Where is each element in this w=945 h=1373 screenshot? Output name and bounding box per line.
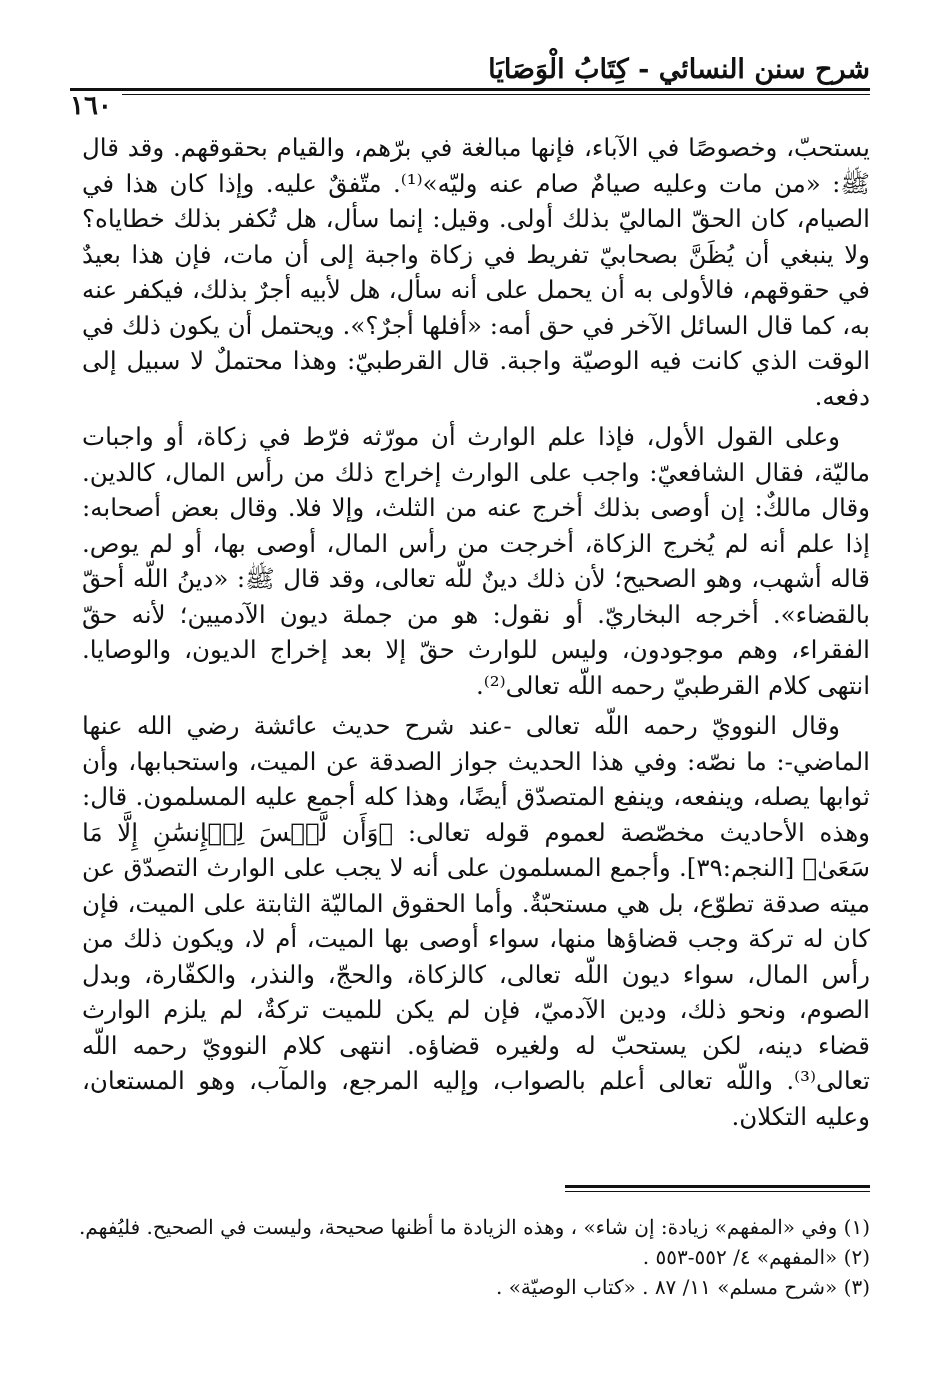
paragraph: وعلى القول الأول، فإذا علم الوارث أن مورّثه فرّط في زكاة، أو واجبات ماليّة، فقال الشافعيّ: واجب على الوارث إخراج ذلك من رأس المال، كالدين. وقال مالكٌ: إن أوصى بذلك أخرج عنه من الثلث، وإلا فلا. وقال بعض أصحابه: إذا علم أنه لم يُخرج الزكاة، أخرجت من رأس المال، أوصى بها، أو لم يوص. قاله أشهب، وهو الصحيح؛ لأن ذلك دينٌ للّه تعالى، وقد قال ﷺ: «دينُ اللّه أحقّ بالقضاء». أخرجه البخاريّ. أو نقول: هو من جملة ديون الآدميين؛ لأنه حقّ الفقراء، وهم موجودون، وليس للوارث حقّ إلا بعد إخراج الديون، والوصايا. انتهى كلام القرطبيّ رحمه اللّه تعالى⁽²⁾. xyxy=(82,422,870,700)
main-text xyxy=(82,130,870,1139)
page-number: ١٦٠ xyxy=(70,91,122,121)
page-header xyxy=(70,52,870,122)
footnotes xyxy=(78,1212,870,1302)
footnote-2: (٢) «المفهم» ٤/ ٥٥٢-٥٥٣ . xyxy=(642,1245,870,1269)
paragraph: يستحبّ، وخصوصًا في الآباء، فإنها مبالغة في برّهم، والقيام بحقوقهم. وقد قال ﷺ: «من مات وعليه صيامٌ صام عنه وليّه»⁽¹⁾. متّفقٌ عليه. وإذا كان هذا في الصيام، كان الحقّ الماليّ بذلك أولى. وقيل: إنما سأل، هل تُكفر بذلك خطاياه؟ ولا ينبغي أن يُظَنَّ بصحابيّ تفريط في زكاة واجبة إلى أن مات، فإن هذا بعيدٌ في حقوقهم، فالأولى به أن يحمل على أنه سأل، هل لأبيه أجرٌ بذلك، فيكفر عنه به، كما قال السائل الآخر في حق أمه: «أفلها أجرٌ؟». ويحتمل أن يكون ذلك في الوقت الذي كانت فيه الوصيّة واجبة. قال القرطبيّ: وهذا محتملٌ لا سبيل إلى دفعه. xyxy=(82,133,870,411)
paragraph: وقال النوويّ رحمه اللّه تعالى -عند شرح حديث عائشة رضي الله عنها الماضي-: ما نصّه: وفي هذا الحديث جواز الصدقة عن الميت، واستحبابها، وأن ثوابها يصله، وينفعه، وينفع المتصدّق أيضًا، وهذا كله أجمع عليه المسلمون. قال: وهذه الأحاديث مخصّصة لعموم قوله تعالى: ﴿وَأَن لَّيۡسَ لِلۡإِنسَٰنِ إِلَّا مَا سَعَىٰ﴾ [النجم:٣٩]. وأجمع المسلمون على أنه لا يجب على الوارث التصدّق عن ميته صدقة تطوّع، بل هي مستحبّةٌ. وأما الحقوق الماليّة الثابتة على الميت، فإن كان له تركة وجب قضاؤها منها، سواء أوصى بها الميت، أم لا، ويكون ذلك من رأس المال، سواء ديون اللّه تعالى، كالزكاة، والحجّ، والنذر، والكفّارة، وبدل الصوم، ونحو ذلك، ودين الآدميّ، فإن لم يكن للميت تركةٌ، لم يلزم الوارث قضاء دينه، لكن يستحبّ له ولغيره قضاؤه. انتهى كلام النوويّ رحمه اللّه تعالى⁽³⁾. واللّه تعالى أعلم بالصواب، وإليه المرجع، والمآب، وهو المستعان، وعليه التكلان. xyxy=(82,711,870,1131)
footnote-3: (٣) «شرح مسلم» ١١/ ٨٧ . «كتاب الوصيّة» . xyxy=(495,1275,870,1299)
footnote-rule xyxy=(565,1185,870,1192)
footnote-1: (١) وفي «المفهم» زيادة: إن شاء» ، وهذه الزيادة ما أظنها صحيحة، وليست في الصحيح. فليُفهم. xyxy=(78,1215,870,1239)
running-title: شرح سنن النسائي - كِتَابُ الْوَصَايَا xyxy=(488,54,870,85)
header-rule xyxy=(70,88,870,95)
